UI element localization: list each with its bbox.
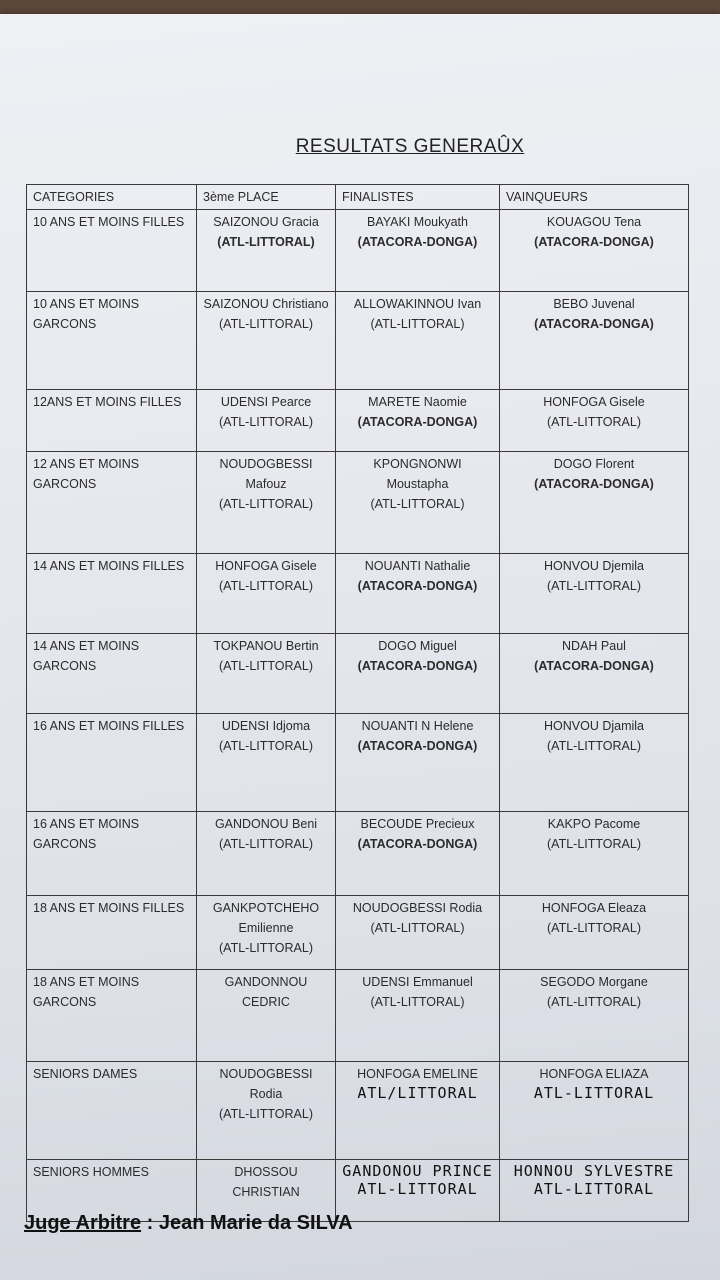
third-club: (ATL-LITTORAL) — [219, 415, 313, 429]
winner-cell — [500, 292, 689, 390]
finalist-cell — [336, 970, 500, 1062]
finalist-club: (ATL-LITTORAL) — [370, 497, 465, 511]
winner-name: SEGODO Morgane — [540, 975, 648, 989]
winner-club: (ATL-LITTORAL) — [547, 415, 641, 429]
third-cell — [197, 554, 336, 634]
finalist-club: (ATACORA-DONGA) — [357, 415, 478, 429]
winner-cell — [500, 812, 689, 896]
finalist-cell — [336, 896, 500, 970]
finalist-club: (ATACORA-DONGA) — [357, 739, 478, 753]
winner-club: ATL-LITTORAL — [533, 1084, 655, 1102]
results-sheet — [0, 14, 720, 1280]
finalist-cell — [336, 634, 500, 714]
third-name: NOUDOGBESSI Mafouz — [219, 457, 313, 491]
winner-club: (ATL-LITTORAL) — [547, 921, 641, 935]
winner-name: NDAH Paul — [562, 639, 626, 653]
third-name: TOKPANOU Bertin — [213, 639, 319, 653]
judge-line — [24, 1212, 353, 1235]
finalist-name: NOUDOGBESSI Rodia — [352, 901, 483, 915]
finalist-cell — [336, 812, 500, 896]
category-cell: 14 ANS ET MOINS FILLES — [27, 554, 197, 634]
category-cell: 18 ANS ET MOINS FILLES — [27, 896, 197, 970]
finalist-club: ATL/LITTORAL — [357, 1084, 478, 1102]
winner-name: KAKPO Pacome — [547, 817, 641, 831]
table-row — [27, 292, 689, 390]
table-row — [27, 970, 689, 1062]
winner-club: (ATL-LITTORAL) — [547, 579, 641, 593]
category-cell: SENIORS HOMMES — [27, 1160, 197, 1222]
winner-club: (ATACORA-DONGA) — [534, 659, 654, 673]
finalist-name: ALLOWAKINNOU Ivan — [353, 297, 482, 311]
finalist-club: ATL-LITTORAL — [357, 1180, 478, 1198]
category-cell: 16 ANS ET MOINS FILLES — [27, 714, 197, 812]
category-cell: SENIORS DAMES — [27, 1062, 197, 1160]
table-row — [27, 210, 689, 292]
third-cell — [197, 292, 336, 390]
finalist-name: HONFOGA EMELINE — [357, 1067, 478, 1081]
table-row — [27, 896, 689, 970]
third-name: HONFOGA Gisele — [215, 559, 317, 573]
table-row — [27, 812, 689, 896]
winner-club: (ATL-LITTORAL) — [547, 995, 641, 1009]
winner-cell — [500, 970, 689, 1062]
third-cell — [197, 390, 336, 452]
category-cell: 12 ANS ET MOINS GARCONS — [27, 452, 197, 554]
third-cell — [197, 634, 336, 714]
winner-cell — [500, 390, 689, 452]
third-club: (ATL-LITTORAL) — [217, 235, 315, 249]
third-name: NOUDOGBESSI Rodia — [219, 1067, 313, 1101]
finalist-club: (ATL-LITTORAL) — [370, 995, 465, 1009]
finalist-name: DOGO Miguel — [378, 639, 457, 653]
finalist-name: MARETE Naomie — [368, 395, 467, 409]
finalist-cell — [336, 1062, 500, 1160]
winner-cell — [500, 714, 689, 812]
third-name: GANDONOU Beni — [214, 817, 318, 831]
third-name: UDENSI Idjoma — [221, 719, 311, 733]
finalist-name: NOUANTI N Helene — [361, 719, 474, 733]
winner-name: HONVOU Djemila — [543, 559, 644, 573]
winner-name: KOUAGOU Tena — [546, 215, 642, 229]
finalist-club: (ATACORA-DONGA) — [357, 837, 478, 851]
finalist-club: (ATACORA-DONGA) — [357, 659, 478, 673]
table-row — [27, 634, 689, 714]
winner-cell — [500, 634, 689, 714]
category-cell: 18 ANS ET MOINS GARCONS — [27, 970, 197, 1062]
third-club: (ATL-LITTORAL) — [219, 941, 313, 955]
finalist-name: BAYAKI Moukyath — [367, 215, 468, 229]
winner-club: (ATACORA-DONGA) — [534, 235, 654, 249]
third-cell — [197, 812, 336, 896]
finalist-club: (ATACORA-DONGA) — [357, 235, 478, 249]
finalist-name: BECOUDE Precieux — [360, 817, 475, 831]
finalist-cell — [336, 452, 500, 554]
winner-cell — [500, 896, 689, 970]
winner-cell — [500, 1160, 689, 1222]
finalist-club: (ATACORA-DONGA) — [357, 579, 478, 593]
page-title: RESULTATS GENERAÛX — [295, 136, 525, 157]
third-club: (ATL-LITTORAL) — [219, 497, 313, 511]
table-row — [27, 390, 689, 452]
winner-cell — [500, 554, 689, 634]
third-cell — [197, 452, 336, 554]
judge-separator: : — [141, 1212, 159, 1234]
table-row — [27, 714, 689, 812]
third-name: DHOSSOU CHRISTIAN — [232, 1165, 300, 1199]
table-row — [27, 452, 689, 554]
third-name: SAIZONOU Christiano — [203, 297, 329, 311]
judge-label: Juge Arbitre — [24, 1212, 142, 1234]
header-categories: CATEGORIES — [27, 185, 197, 210]
winner-cell — [500, 452, 689, 554]
winner-cell — [500, 210, 689, 292]
finalist-cell — [336, 1160, 500, 1222]
finalist-cell — [336, 292, 500, 390]
finalist-cell — [336, 390, 500, 452]
category-cell: 10 ANS ET MOINS FILLES — [27, 210, 197, 292]
finalist-name: UDENSI Emmanuel — [362, 975, 473, 989]
header-finalists: FINALISTES — [336, 185, 500, 210]
table-row — [27, 1062, 689, 1160]
winner-name: BEBO Juvenal — [553, 297, 635, 311]
category-cell: 12ANS ET MOINS FILLES — [27, 390, 197, 452]
finalist-cell — [336, 714, 500, 812]
finalist-name: NOUANTI Nathalie — [364, 559, 471, 573]
third-cell — [197, 210, 336, 292]
third-club: (ATL-LITTORAL) — [219, 739, 313, 753]
finalist-club: (ATL-LITTORAL) — [370, 921, 465, 935]
winner-club: (ATACORA-DONGA) — [534, 477, 654, 491]
finalist-name: KPONGNONWI Moustapha — [373, 457, 462, 491]
winner-club: (ATACORA-DONGA) — [534, 317, 654, 331]
finalist-club: (ATL-LITTORAL) — [370, 317, 465, 331]
table-row — [27, 554, 689, 634]
category-cell: 10 ANS ET MOINS GARCONS — [27, 292, 197, 390]
winner-name: HONFOGA ELIAZA — [539, 1067, 649, 1081]
third-club: (ATL-LITTORAL) — [219, 317, 313, 331]
third-cell — [197, 1062, 336, 1160]
header-row — [27, 185, 689, 210]
winner-name: DOGO Florent — [553, 457, 635, 471]
category-cell: 16 ANS ET MOINS GARCONS — [27, 812, 197, 896]
third-name: UDENSI Pearce — [220, 395, 312, 409]
finalist-name: GANDONOU PRINCE — [342, 1162, 493, 1180]
header-third-place: 3ème PLACE — [197, 185, 336, 210]
winner-club: (ATL-LITTORAL) — [547, 837, 641, 851]
finalist-cell — [336, 554, 500, 634]
header-winners: VAINQUEURS — [500, 185, 689, 210]
winner-club: (ATL-LITTORAL) — [547, 739, 641, 753]
finalist-cell — [336, 210, 500, 292]
judge-name: Jean Marie da SILVA — [158, 1212, 353, 1234]
third-cell — [197, 714, 336, 812]
winner-name: HONFOGA Eleaza — [541, 901, 647, 915]
third-name: GANDONNOU CEDRIC — [224, 975, 308, 1009]
winner-name: HONNOU SYLVESTRE — [513, 1162, 675, 1180]
third-cell — [197, 970, 336, 1062]
third-club: (ATL-LITTORAL) — [219, 1107, 313, 1121]
results-table — [26, 184, 689, 1222]
category-cell: 14 ANS ET MOINS GARCONS — [27, 634, 197, 714]
third-name: GANKPOTCHEHO Emilienne — [212, 901, 320, 935]
winner-name: HONFOGA Gisele — [543, 395, 645, 409]
winner-cell — [500, 1062, 689, 1160]
third-club: (ATL-LITTORAL) — [219, 579, 313, 593]
third-club: (ATL-LITTORAL) — [219, 659, 313, 673]
winner-name: HONVOU Djamila — [543, 719, 644, 733]
third-name: SAIZONOU Gracia — [213, 215, 319, 229]
winner-club: ATL-LITTORAL — [533, 1180, 655, 1198]
third-club: (ATL-LITTORAL) — [219, 837, 313, 851]
third-cell — [197, 896, 336, 970]
